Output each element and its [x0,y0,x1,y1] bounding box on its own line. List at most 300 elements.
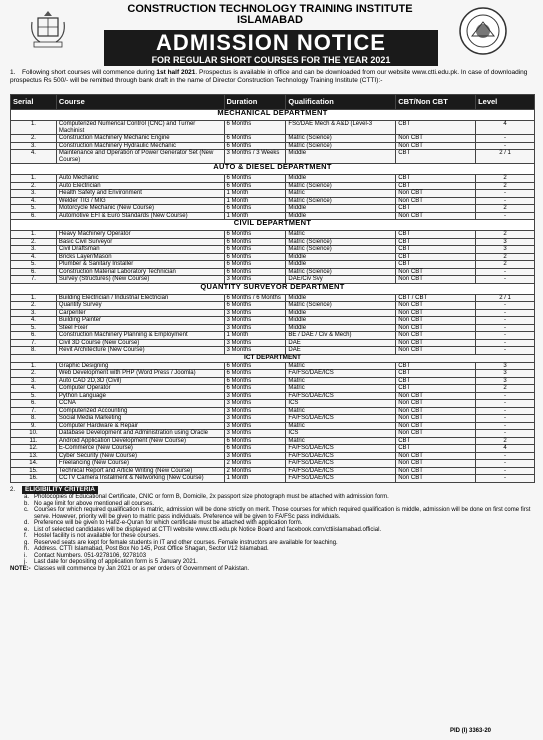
qualification-cell: FA/FSc/DAE/ICS [286,392,396,400]
level-cell: - [476,347,535,355]
level-cell: 2 [476,175,535,183]
level-cell: 2 [476,182,535,190]
eligibility-item: d. Preference will be given to Hafiz-e-Quran for which certificate must be attached with application form. [24,520,303,526]
serial-cell: 1. [11,294,57,302]
serial-cell: 3. [11,190,57,198]
cbt-cell: Non CBT [396,332,476,340]
eligibility-item: g. Reserved seats are kept for female students in IT and other courses. Female instructors are available for teaching. [24,539,338,546]
level-cell: - [476,460,535,468]
duration-cell: 6 Months / 6 Months [224,294,286,302]
duration-cell: 3 Months [224,309,286,317]
duration-cell: 3 Months [224,347,286,355]
cbt-cell: CBT [396,121,476,135]
serial-cell: 3. [11,377,57,385]
duration-cell: 3 Months [224,276,286,284]
col-duration: Duration [224,95,286,110]
level-cell: - [476,339,535,347]
duration-cell: 2 Months [224,460,286,468]
serial-cell: 7. [11,276,57,284]
course-cell: Motorcycle Mechanic (New Course) [56,205,224,213]
qualification-cell: Matric [286,385,396,393]
department-row [11,354,535,362]
level-cell: - [476,430,535,438]
duration-cell: 3 Months [224,407,286,415]
level-cell: 2 [476,437,535,445]
notice-subtitle: FOR REGULAR SHORT COURSES FOR THE YEAR 2021 [104,55,438,66]
duration-cell: 6 Months [224,135,286,143]
serial-cell: 2. [11,182,57,190]
table-row [11,407,535,415]
qualification-cell: Middle [286,150,396,164]
cbt-cell: Non CBT [396,347,476,355]
serial-cell: 3. [11,142,57,150]
eligibility-item: h. Address. CTTI Islamabad, Post Box No 145, Post Office Shagan, Sector I/12 Islamabad. [24,546,269,552]
note-row: NOTE:- Classes will commence by Jan 2021 or as per orders of Government of Pakistan. [10,565,250,572]
table-row [11,142,535,150]
level-cell: 3 [476,377,535,385]
duration-cell: 6 Months [224,377,286,385]
cbt-cell: Non CBT [396,309,476,317]
course-cell: E-Commerce (New Course) [56,445,224,453]
cbt-cell: CBT [396,445,476,453]
duration-cell: 6 Months [224,268,286,276]
course-cell: Basic Civil Surveyor [56,238,224,246]
serial-cell: 7. [11,339,57,347]
qualification-cell: Matric [286,422,396,430]
department-heading: ICT DEPARTMENT [11,354,535,362]
course-cell: Graphic Designing [56,362,224,370]
duration-cell: 6 Months [224,362,286,370]
duration-cell: 6 Months [224,205,286,213]
serial-cell: 15. [11,467,57,475]
course-cell: Civil Draftsman [56,246,224,254]
level-cell: - [476,142,535,150]
cbt-cell: Non CBT [396,460,476,468]
duration-cell: 3 Months [224,452,286,460]
level-cell: - [476,268,535,276]
qualification-cell: Matric (Science) [286,182,396,190]
serial-cell: 5. [11,324,57,332]
table-row [11,332,535,340]
serial-cell: 1. [11,175,57,183]
duration-cell: 1 Month [224,190,286,198]
eligibility-item: a. Photocopies of Educational Certificate, CNIC or form B, Domicile, 2x passport size photograph must be attached with admission form. [24,494,389,500]
course-cell: Computerized Numerical Control (CNC) and Turner Machinist [56,121,224,135]
table-row [11,294,535,302]
level-cell: 2 [476,253,535,261]
department-row [11,110,535,121]
serial-cell: 4. [11,385,57,393]
eligibility-item: e. List of selected candidates will be displayed at CTTI website www.ctti.edu.pk Notice Board and facebook.com/cttiislamabad.official. [24,526,382,533]
qualification-cell: Matric (Science) [286,135,396,143]
level-cell: 4 [476,121,535,135]
serial-cell: 6. [11,268,57,276]
duration-cell: 6 Months [224,437,286,445]
serial-cell: 7. [11,407,57,415]
serial-cell: 12. [11,445,57,453]
duration-cell: 3 Months [224,430,286,438]
serial-cell: 16. [11,475,57,483]
level-cell: - [476,407,535,415]
level-cell: 2 / 1 [476,150,535,164]
course-cell: Welder TIG / MIG [56,197,224,205]
serial-cell: 2. [11,302,57,310]
qualification-cell: Middle [286,309,396,317]
eligibility-item: b. No age limit for above mentioned all courses. [24,500,155,507]
course-cell: Building Painter [56,317,224,325]
table-row [11,317,535,325]
level-cell: - [476,422,535,430]
qualification-cell: FA/FSc/DAE/ICS [286,415,396,423]
qualification-cell: Middle [286,205,396,213]
col-cbt: CBT/Non CBT [396,95,476,110]
course-cell: Building Electrician / Industrial Electrician [56,294,224,302]
cbt-cell: CBT [396,385,476,393]
course-cell: Bricks Layer/Mason [56,253,224,261]
cbt-cell: CBT [396,182,476,190]
table-row [11,422,535,430]
level-cell: - [476,415,535,423]
cbt-cell: CBT / CBT [396,294,476,302]
qualification-cell: DAE/Civ Svy [286,276,396,284]
table-row [11,370,535,378]
course-cell: Auto Electrician [56,182,224,190]
level-cell: - [476,400,535,408]
duration-cell: 6 Months [224,370,286,378]
level-cell: 3 [476,246,535,254]
duration-cell: 3 Months / 3 Weeks [224,150,286,164]
eligibility-heading: ELIGIBILITY CRITERIA [22,486,98,494]
serial-cell: 11. [11,437,57,445]
course-cell: Health Safety and Environment [56,190,224,198]
course-cell: Database Development and Administration using Oracle [56,430,224,438]
cbt-cell: Non CBT [396,302,476,310]
cbt-cell: Non CBT [396,135,476,143]
department-heading: AUTO & DIESEL DEPARTMENT [11,164,535,175]
qualification-cell: FA/FSc/DAE/ICS [286,467,396,475]
duration-cell: 6 Months [224,261,286,269]
table-row [11,362,535,370]
table-row [11,324,535,332]
serial-cell: 6. [11,332,57,340]
level-cell: - [476,135,535,143]
department-heading: MECHANICAL DEPARTMENT [11,110,535,121]
course-cell: Computerized Accounting [56,407,224,415]
level-cell: 2 [476,261,535,269]
cbt-cell: CBT [396,150,476,164]
cbt-cell: Non CBT [396,407,476,415]
cbt-cell: Non CBT [396,467,476,475]
serial-cell: 9. [11,422,57,430]
cbt-cell: CBT [396,231,476,239]
qualification-cell: FA/FSc/DAE/ICS [286,452,396,460]
course-cell: Steel Fixer [56,324,224,332]
duration-cell: 6 Months [224,445,286,453]
cbt-cell: Non CBT [396,400,476,408]
cbt-cell: Non CBT [396,212,476,220]
ctti-logo-icon [458,6,508,56]
serial-cell: 1. [11,231,57,239]
eligibility-section: 2. ELIGIBILITY CRITERIA a. Photocopies of Educational Certificate, CNIC or form B, Domicile, 2x passport size photograph must be attached with admission form. b. No age limit for above mentioned all courses. c. Courses for which required qualification is matric, admission will be done strictly on merit. Those courses for which required qualification is middle, admission will be done on first come first serve. However, priority will be given to matric pass individuals. Preference will be given to FA/FSc pass individuals. d. Preference will be given to Hafiz-e-Quran for which certificate must be attached with application form. e. List of selected candidates will be displayed at CTTI website www.ctti.edu.pk Notice Board and facebook.com/cttiislamabad.official. f. Hostel facility is not available for these courses. g. Reserved seats are kept for female students in IT and other courses. Female instructors are available for teaching. h. Address. CTTI Islamabad, Post Box No 145, Post Office Shagan, Sector I/12 Islamabad. i. Contact Numbers. 051-9278106, 9278103 j. Last date for depositing of application form is 5 January 2021. NOTE:- Classes will commence by Jan 2021 or as per orders of Government of Pakistan. [10,486,535,572]
course-cell: Revit Architecture (New Course) [56,347,224,355]
course-cell: CCTV Camera Instalment & Networking (New Course) [56,475,224,483]
eligibility-item: j. Last date for depositing of application form is 5 January 2021. [24,559,198,565]
qualification-cell: Middle [286,175,396,183]
courses-table [10,94,535,483]
qualification-cell: Matric [286,231,396,239]
intro-half: 1st half 2021 [156,69,196,76]
level-cell: 2 / 1 [476,294,535,302]
level-cell: - [476,276,535,284]
institute-name: CONSTRUCTION TECHNOLOGY TRAINING INSTITUTE ISLAMABAD [127,3,413,26]
level-cell: - [476,332,535,340]
level-cell: - [476,212,535,220]
qualification-cell: DAE [286,339,396,347]
table-row [11,253,535,261]
qualification-cell: Middle [286,324,396,332]
level-cell: - [476,302,535,310]
cbt-cell: Non CBT [396,142,476,150]
course-cell: Android Application Development (New Course) [56,437,224,445]
eligibility-item: i. Contact Numbers. 051-9278106, 9278103 [24,552,147,559]
duration-cell: 1 Month [224,197,286,205]
qualification-cell: FA/FSc/DAE/ICS [286,370,396,378]
cbt-cell: CBT [396,437,476,445]
department-heading: CIVIL DEPARTMENT [11,220,535,231]
table-row [11,238,535,246]
table-row [11,309,535,317]
cbt-cell: Non CBT [396,190,476,198]
qualification-cell: BE / DAE / Civ & Mech) [286,332,396,340]
duration-cell: 3 Months [224,415,286,423]
serial-cell: 2. [11,135,57,143]
serial-cell: 2. [11,370,57,378]
duration-cell: 6 Months [224,385,286,393]
table-row [11,385,535,393]
cbt-cell: Non CBT [396,339,476,347]
cbt-cell: CBT [396,246,476,254]
table-row [11,400,535,408]
level-cell: - [476,324,535,332]
serial-cell: 2. [11,238,57,246]
duration-cell: 6 Months [224,182,286,190]
course-cell: Carpenter [56,309,224,317]
notice-title: ADMISSION NOTICE [104,30,438,55]
level-cell: - [476,309,535,317]
duration-cell: 2 Months [224,467,286,475]
qualification-cell: Middle [286,317,396,325]
course-cell: Heavy Machinery Operator [56,231,224,239]
duration-cell: 1 Month [224,212,286,220]
department-row [11,220,535,231]
qualification-cell: FA/FSc/DAE/ICS [286,460,396,468]
level-cell: - [476,452,535,460]
level-cell: 2 [476,385,535,393]
duration-cell: 6 Months [224,121,286,135]
table-row [11,261,535,269]
eligibility-item: f. Hostel facility is not available for these courses. [24,533,161,539]
table-row [11,231,535,239]
course-cell: Python Language [56,392,224,400]
level-cell: 4 [476,445,535,453]
duration-cell: 3 Months [224,422,286,430]
course-cell: Social Media Marketing [56,415,224,423]
level-cell: 2 [476,205,535,213]
table-row [11,392,535,400]
duration-cell: 3 Months [224,317,286,325]
cbt-cell: CBT [396,238,476,246]
cbt-cell: CBT [396,253,476,261]
cbt-cell: CBT [396,362,476,370]
serial-cell: 14. [11,460,57,468]
course-cell: Construction Machinery Hydraulic Mechanic [56,142,224,150]
eligibility-item: c. Courses for which required qualification is matric, admission will be done strictly on merit. Those courses for which required qualification is middle, admission will be done on first come first serve. However, priority will be given to matric pass individuals. Preference will be given to FA/FSc pass individuals. [24,507,531,520]
qualification-cell: Matric (Science) [286,246,396,254]
qualification-cell: Matric (Science) [286,238,396,246]
table-row [11,430,535,438]
serial-cell: 1. [11,121,57,135]
table-row [11,182,535,190]
department-row [11,164,535,175]
qualification-cell: FA/FSc/DAE/ICS [286,445,396,453]
duration-cell: 6 Months [224,231,286,239]
duration-cell: 1 Month [224,475,286,483]
table-row [11,205,535,213]
level-cell: - [476,190,535,198]
serial-cell: 8. [11,415,57,423]
course-cell: CCNA [56,400,224,408]
cbt-cell: Non CBT [396,324,476,332]
course-cell: Quantity Survey [56,302,224,310]
serial-cell: 4. [11,317,57,325]
course-cell: Freelancing (New Course) [56,460,224,468]
serial-cell: 4. [11,197,57,205]
intro-number: 1. [10,69,16,76]
cbt-cell: Non CBT [396,452,476,460]
qualification-cell: Matric [286,377,396,385]
serial-cell: 6. [11,212,57,220]
course-cell: Maintenance and Operation of Power Generator Set (New Course) [56,150,224,164]
qualification-cell: FA/FSc/DAE/ICS [286,475,396,483]
col-level: Level [476,95,535,110]
cbt-cell: Non CBT [396,268,476,276]
duration-cell: 6 Months [224,175,286,183]
table-row [11,377,535,385]
col-serial: Serial [11,95,57,110]
course-cell: Survey (Structures) (New Course) [56,276,224,284]
serial-cell: 4. [11,150,57,164]
table-row [11,268,535,276]
cbt-cell: Non CBT [396,276,476,284]
level-cell: 3 [476,238,535,246]
duration-cell: 6 Months [224,253,286,261]
course-cell: Auto Mechanic [56,175,224,183]
course-cell: Civil 3D Course (New Course) [56,339,224,347]
pid-number: PID (I) 3363-20 [450,728,492,734]
table-row [11,475,535,483]
cbt-cell: Non CBT [396,430,476,438]
qualification-cell: ICS [286,430,396,438]
cbt-cell: Non CBT [396,422,476,430]
level-cell: 2 [476,231,535,239]
level-cell: - [476,392,535,400]
table-row [11,415,535,423]
qualification-cell: Matric [286,362,396,370]
level-cell: - [476,317,535,325]
course-cell: Construction Material Laboratory Technician [56,268,224,276]
duration-cell: 3 Months [224,400,286,408]
course-cell: Construction Machinery Mechanic Engine [56,135,224,143]
table-row [11,197,535,205]
qualification-cell: FSc/DAE Mech & A&D (Level-3 [286,121,396,135]
table-row [11,437,535,445]
duration-cell: 6 Months [224,142,286,150]
serial-cell: 10. [11,430,57,438]
col-course: Course [56,95,224,110]
cbt-cell: Non CBT [396,475,476,483]
qualification-cell: DAE [286,347,396,355]
course-cell: Automotive EFI & Euro Standards (New Course) [56,212,224,220]
table-row [11,347,535,355]
table-row [11,452,535,460]
course-cell: Construction Machinery Planning & Employment [56,332,224,340]
cbt-cell: CBT [396,377,476,385]
table-row [11,246,535,254]
level-cell: - [476,467,535,475]
serial-cell: 13. [11,452,57,460]
serial-cell: 5. [11,261,57,269]
serial-cell: 4. [11,253,57,261]
table-row [11,460,535,468]
table-row [11,121,535,135]
table-row [11,339,535,347]
cbt-cell: Non CBT [396,317,476,325]
serial-cell: 3. [11,309,57,317]
cbt-cell: CBT [396,205,476,213]
cbt-cell: CBT [396,261,476,269]
department-heading: QUANTITY SURVEYOR DEPARTMENT [11,283,535,294]
cbt-cell: Non CBT [396,392,476,400]
course-cell: Web Development with PHP (Word Press / Joomla) [56,370,224,378]
cbt-cell: CBT [396,175,476,183]
qualification-cell: Matric (Science) [286,268,396,276]
cbt-cell: Non CBT [396,415,476,423]
qualification-cell: Matric [286,190,396,198]
cbt-cell: Non CBT [396,197,476,205]
serial-cell: 1. [11,362,57,370]
serial-cell: 3. [11,246,57,254]
cbt-cell: CBT [396,370,476,378]
course-cell: Computer Operator [56,385,224,393]
duration-cell: 1 Month [224,332,286,340]
serial-cell: 5. [11,205,57,213]
duration-cell: 6 Months [224,238,286,246]
course-cell: Auto CAD 2D,3D (Civil) [56,377,224,385]
qualification-cell: Middle [286,261,396,269]
qualification-cell: Matric (Science) [286,142,396,150]
qualification-cell: Matric (Science) [286,302,396,310]
course-cell: Cyber Security (New Course) [56,452,224,460]
serial-cell: 5. [11,392,57,400]
qualification-cell: Matric [286,437,396,445]
duration-cell: 3 Months [224,339,286,347]
serial-cell: 6. [11,400,57,408]
qualification-cell: Middle [286,253,396,261]
table-row [11,190,535,198]
qualification-cell: Middle [286,212,396,220]
table-row [11,302,535,310]
duration-cell: 6 Months [224,302,286,310]
